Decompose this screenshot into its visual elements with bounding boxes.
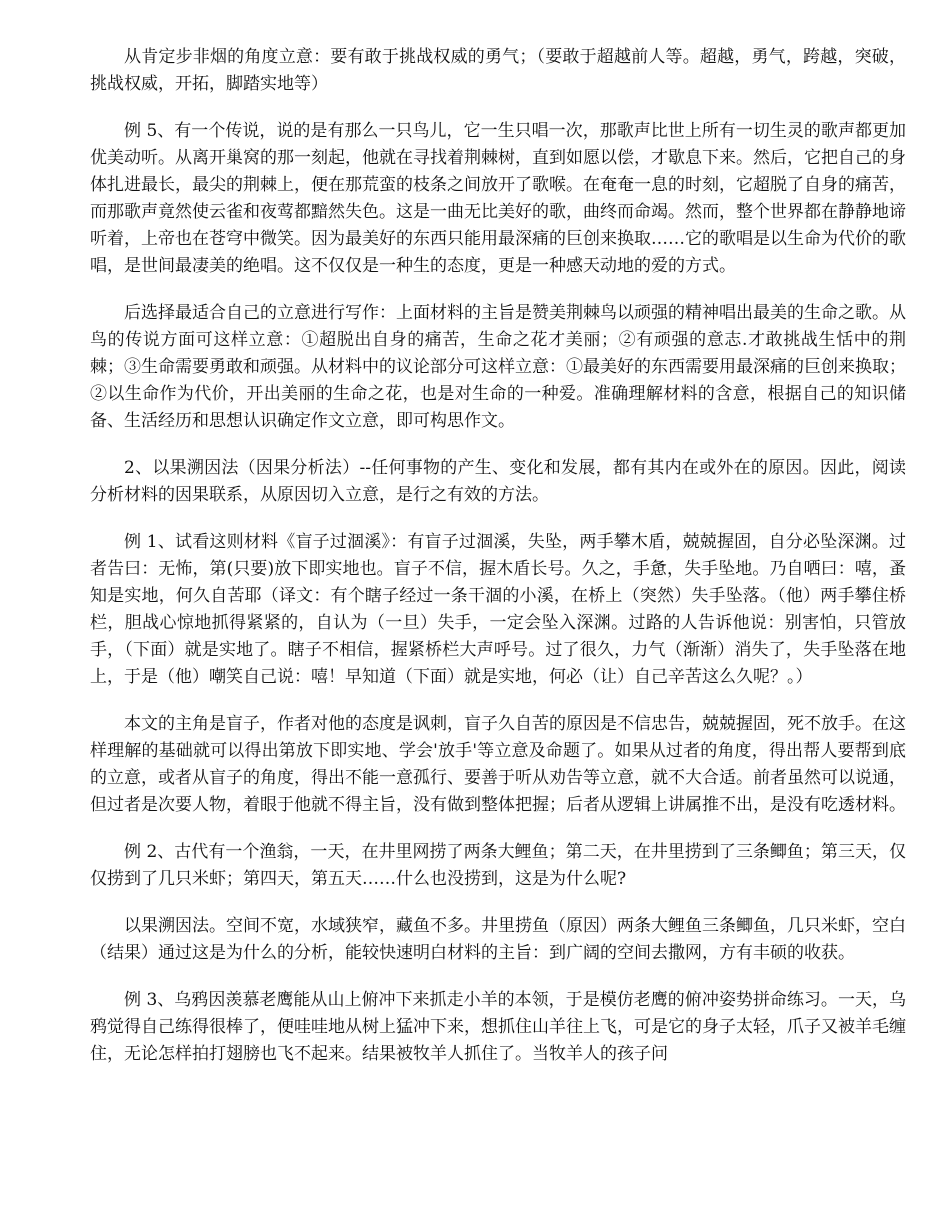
paragraph-8: 以果溯因法。空间不宽，水域狭窄，藏鱼不多。井里捞鱼（原因）两条大鲤鱼三条鲫鱼，几只米虾，空白（结果）通过这是为什么的分析，能较快速明白材料的主旨：到广阔的空间去撒网，方有丰硕的收获。 [90,916,906,963]
paragraph-7: 例 2、古代有一个渔翁，一天，在井里网捞了两条大鲤鱼；第二天，在井里捞到了三条鲫鱼；第三天，仅仅捞到了几只米虾；第四天，第五天……什么也没捞到，这是为什么呢? [90,842,906,889]
paragraph-6: 本文的主角是盲子，作者对他的态度是讽刺，盲子久自苦的原因是不信忠告，兢兢握固，死不放手。在这样理解的基础就可以得出第放下即实地、学会'放手'等立意及命题了。如果从过者的角度，得出帮人要帮到底的立意，或者从盲子的角度，得出不能一意孤行、要善于听从劝告等立意，就不大合适。前者虽然可以说通，但过者是次要人物，着眼于他就不得主旨，没有做到整体把握；后者从逻辑上讲属推不出，是没有吃透材料。 [90,714,906,815]
document-page [90,44,906,1088]
paragraph-4: 2、以果溯因法（因果分析法）--任何事物的产生、变化和发展，都有其内在或外在的原因。因此，阅读分析材料的因果联系，从原因切入立意，是行之有效的方法。 [90,458,906,505]
paragraph-3: 后选择最适合自己的立意进行写作：上面材料的主旨是赞美荆棘鸟以顽强的精神唱出最美的生命之歌。从鸟的传说方面可这样立意：①超脱出自身的痛苦，生命之花才美丽；②有顽强的意志.才敢挑战生恬中的荆棘；③生命需要勇敢和顽强。从材料中的议论部分可这样立意：①最美好的东西需要用最深痛的巨创来换取；②以生命作为代价，开出美丽的生命之花，也是对生命的一种爱。准确理解材料的含意，根据自己的知识储备、生活经历和思想认识确定作文立意，即可构思作文。 [90,303,906,431]
paragraph-1: 从肯定步非烟的角度立意：要有敢于挑战权威的勇气；（要敢于超越前人等。超越，勇气，跨越，突破，挑战权威，开拓，脚踏实地等） [90,47,906,94]
paragraph-2: 例 5、有一个传说，说的是有那么一只鸟儿，它一生只唱一次，那歌声比世上所有一切生灵的歌声都更加优美动听。从离开巢窝的那一刻起，他就在寻找着荆棘树，直到如愿以偿，才歇息下来。然后，它把自己的身体扎进最长，最尖的荆棘上，便在那荒蛮的枝条之间放开了歌喉。在奄奄一息的时刻，它超脱了自身的痛苦，而那歌声竟然使云雀和夜莺都黯然失色。这是一曲无比美好的歌，曲终而命竭。然而，整个世界都在静静地谛听着，上帝也在苍穹中微笑。因为最美好的东西只能用最深痛的巨创来换取……它的歌唱是以生命为代价的歌唱，是世间最凄美的绝唱。这不仅仅是一种生的态度，更是一种感天动地的爱的方式。 [90,121,906,276]
paragraph-5: 例 1、试看这则材料《盲子过涸溪》：有盲子过涸溪，失坠，两手攀木盾，兢兢握固，自分必坠深渊。过者告曰：无怖，第(只要)放下即实地也。盲子不信，握木盾长号。久之，手惫，失手坠地。乃自哂曰：嘻，蚤知是实地，何久自苦耶（译文：有个瞎子经过一条干涸的小溪，在桥上（突然）失手坠落。（他）两手攀住桥栏，胆战心惊地抓得紧紧的，自认为（一旦）失手，一定会坠入深渊。过路的人告诉他说：别害怕，只管放手，（下面）就是实地了。瞎子不相信，握紧桥栏大声呼号。过了很久，力气（渐渐）消失了，失手坠落在地上，于是（他）嘲笑自己说：嘻！早知道（下面）就是实地，何必（让）自己辛苦这么久呢？。） [90,532,906,687]
paragraph-9: 例 3、乌鸦因羡慕老鹰能从山上俯冲下来抓走小羊的本领，于是模仿老鹰的俯冲姿势拼命练习。一天，乌鸦觉得自己练得很棒了，便哇哇地从树上猛冲下来，想抓住山羊往上飞，可是它的身子太轻，爪子又被羊毛缠住，无论怎样拍打翅膀也飞不起来。结果被牧羊人抓住了。当牧羊人的孩子问 [90,990,906,1064]
